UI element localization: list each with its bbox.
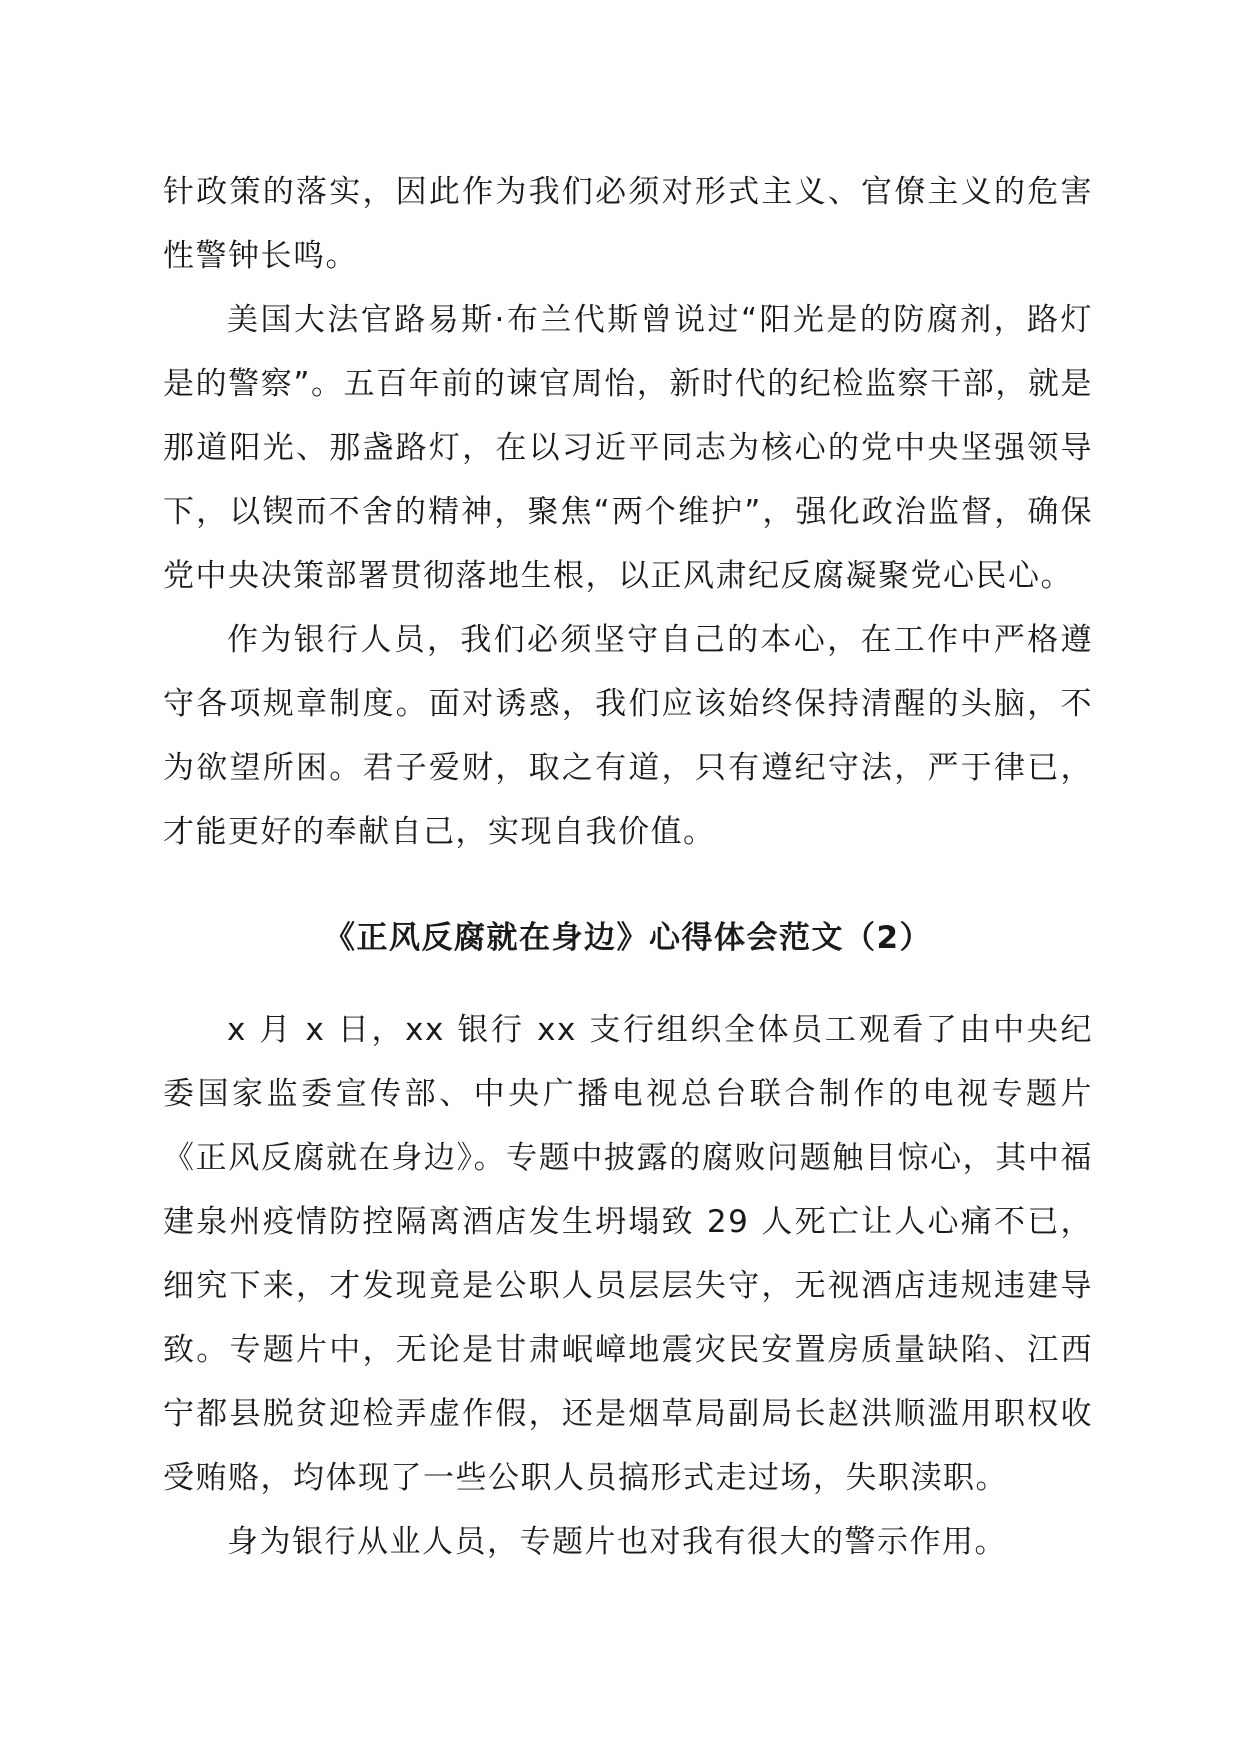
paragraph-2: 美国大法官路易斯·布兰代斯曾说过“阳光是的防腐剂，路灯是的警察”。五百年前的谏官周怡，新时代的纪检监察干部，就是那道阳光、那盏路灯，在以习近平同志为核心的党中央坚强领导下，以锲而不舍的精神，聚焦“两个维护”，强化政治监督，确保党中央决策部署贯彻落地生根，以正风肃纪反腐凝聚党心民心。 bbox=[163, 302, 1093, 594]
section-title: 《正风反腐就在身边》心得体会范文（2） bbox=[323, 920, 933, 956]
document-body bbox=[163, 160, 1093, 1574]
paragraph-4: x 月 x 日，xx 银行 xx 支行组织全体员工观看了由中央纪委国家监委宣传部、中央广播电视总台联合制作的电视专题片《正风反腐就在身边》。专题中披露的腐败问题触目惊心，其中福建泉州疫情防控隔离酒店发生坍塌致 29 人死亡让人心痛不已，细究下来，才发现竟是公职人员层层失守，无视酒店违规违建导致。专题片中，无论是甘肃岷嶂地震灾民安置房质量缺陷、江西宁都县脱贫迎检弄虚作假，还是烟草局副局长赵洪顺滥用职权收受贿赂，均体现了一些公职人员搞形式走过场，失职渎职。 bbox=[163, 1012, 1093, 1496]
paragraph-1: 针政策的落实，因此作为我们必须对形式主义、官僚主义的危害性警钟长鸣。 bbox=[163, 174, 1093, 274]
paragraph-3: 作为银行人员，我们必须坚守自己的本心，在工作中严格遵守各项规章制度。面对诱惑，我们应该始终保持清醒的头脑，不为欲望所困。君子爱财，取之有道，只有遵纪守法，严于律已，才能更好的奉献自己，实现自我价值。 bbox=[163, 622, 1093, 850]
paragraph-5: 身为银行从业人员，专题片也对我有很大的警示作用。 bbox=[227, 1524, 1007, 1560]
